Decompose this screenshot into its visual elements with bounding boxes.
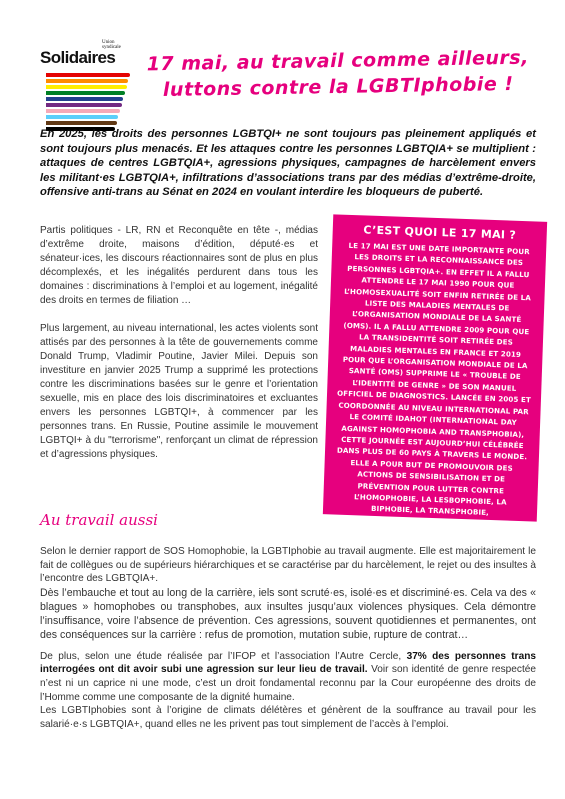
logo-stripe	[46, 91, 125, 95]
logo-rainbow-stripes	[46, 73, 130, 133]
logo-stripe	[46, 115, 118, 119]
body-paragraph-2: Dès l’embauche et tout au long de la carrière, iels sont scruté·es, isolé·es et discriminé·es. Cela va des « blagues » homophobes ou transphobes, aux insultes jusqu’aux violences physiques. Cela démontre l’insuffisance, voire l’absence de prévention. Ces agressions, souvent quotidiennes et permanentes, ont des conséquences sur la carrière : refus de promotion, mutation subie, rupture de contrat…	[40, 586, 536, 641]
logo-stripe	[46, 73, 130, 77]
column-paragraph-1	[40, 224, 318, 308]
column-paragraph-2	[40, 322, 318, 462]
logo-union-text: Union syndicale	[102, 40, 121, 50]
logo-stripe	[46, 103, 122, 107]
intro-paragraph: En 2025, les droits des personnes LGBTQI+ ne sont toujours pas pleinement appliqués et sont toujours plus menacés. Et les attaques contre les personnes LGBTQIA+ se multiplient : attaques de centres LGBTQIA+, agressions physiques, campagnes de harcèlement envers les militant·es LGBTQIA+, infiltrations d’associations trans par des médias d’extrême-droite, offensive anti-trans au Sénat en 2024 en voulant interdire les bloqueurs de puberté.	[40, 128, 536, 199]
logo-stripe	[46, 85, 127, 89]
body-paragraph-3-start: De plus, selon une étude réalisée par l’IFOP et l’association l’Autre Cercle,	[40, 650, 407, 662]
body-paragraph-4: Les LGBTIphobies sont à l’origine de climats délétères et génèrent de la souffrance au travail pour les salarié·e·s LGBTQIA+, quand elles ne les privent pas tout simplement de l’accès à l’emploi.	[40, 705, 536, 730]
info-box-17-mai	[323, 214, 547, 529]
logo-stripe	[46, 97, 123, 101]
body-paragraph-3	[40, 650, 536, 704]
page-title	[138, 45, 539, 104]
logo-name: Solidaires	[40, 48, 116, 67]
body-paragraph-3-highlight: 37% des personnes trans interrogées ont dit avoir subi une agression sur leur lieu de travail.	[40, 650, 536, 676]
page-title-line2: luttons contre la LGBTIphobie !	[162, 72, 514, 102]
logo-stripe	[46, 79, 128, 83]
body-paragraph-1: Selon le dernier rapport de SOS Homophobie, la LGBTIphobie au travail augmente. Elle est majoritairement le fait de collègues ou de supérieurs hiérarchiques et se caractérise par du harcèlement, le rejet ou des insultes à l’encontre des LGBTQIA+.	[40, 546, 536, 585]
section-heading: Au travail aussi	[40, 511, 158, 529]
page-title-line1: 17 mai, au travail comme ailleurs,	[146, 46, 530, 76]
info-box-title: C’EST QUOI LE 17 MAI ?	[363, 223, 517, 242]
body-paragraph-3-end: Voir son identité de genre respectée n’est ni un caprice ni une mode, c’est un droit fondamental reconnu par la Cour européenne des droits de l’Homme comme une composante de la dignité humaine.	[40, 664, 536, 703]
logo-stripe	[46, 121, 117, 125]
paragraph-text: Plus largement, au niveau international, les actes violents sont attisés par des personnes à la tête de gouvernements comme Donald Trump, Vladimir Poutine, Javier Milei. Depuis son investiture en janvier 2025 Trump a supprimé les protections contre les discriminations basées sur le genre et l’orientation sexuelle, mis en place des lois discriminatoires et excluantes envers les personnes LGBTQI+, à commencer par les personnes trans. En Russie, Poutine assimile le mouvement LGBTQI+ à du "terrorisme", renforçant un climat de répression et d’agressions physiques.	[40, 323, 318, 460]
paragraph-text: Partis politiques - LR, RN et Reconquête en tête -, médias d’extrême droite, maisons d’édition, député·es et sénateur·ices, les discours réactionnaires sont de plus en plus décomplexés, et les inégalités perdurent dans tous les domaines : discriminations à l’emploi et au logement, inégalité des droits en termes de filiation …	[40, 225, 318, 306]
info-box-text: LE 17 MAI EST UNE DATE IMPORTANTE POUR LES DROITS ET LA RECONNAISSANCE DES PERSONNES LGBTQIA+. EN EFFET IL A FALLU ATTENDRE LE 17 MAI 1990 POUR QUE L’HOMOSEXUALITÉ SOIT ENFIN RETIRÉE DE LA LISTE DES MALADIES MENTALES DE L’ORGANISATION MONDIALE DE LA SANTÉ (OMS). IL A FALLU ATTENDRE 2009 POUR QUE LA TRANSIDENTITÉ SOIT RETIRÉE DES MALADIES MENTALES EN FRANCE ET 2019 POUR QUE L’ORGANISATION MONDIALE DE LA SANTÉ (OMS) SUPPRIME LE « TROUBLE DE L’IDENTITÉ DE GENRE » DE SON MANUEL OFFICIEL DE DIAGNOSTICS. LANCÉE EN 2005 ET COORDONNÉE AU NIVEAU INTERNATIONAL PAR LE COMITÉ IDAHOT (INTERNATIONAL DAY AGAINST HOMOPHOBIA AND TRANSPHOBIA), CETTE JOURNÉE EST AUJOURD’HUI CÉLÉBRÉE DANS PLUS DE 60 PAYS À TRAVERS LE MONDE. ELLE A POUR BUT DE PROMOUVOIR DES ACTIONS DE SENSIBILISATION ET DE PRÉVENTION POUR LUTTER CONTRE L’HOMOPHOBIE, LA LESBOPHOBIE, LA BIPHOBIE, LA TRANSPHOBIE, L’INTERSEXOPHOBIE, ETC.	[336, 240, 532, 529]
solidaires-logo	[40, 40, 130, 122]
logo-stripe	[46, 109, 120, 113]
section-body	[40, 545, 536, 731]
